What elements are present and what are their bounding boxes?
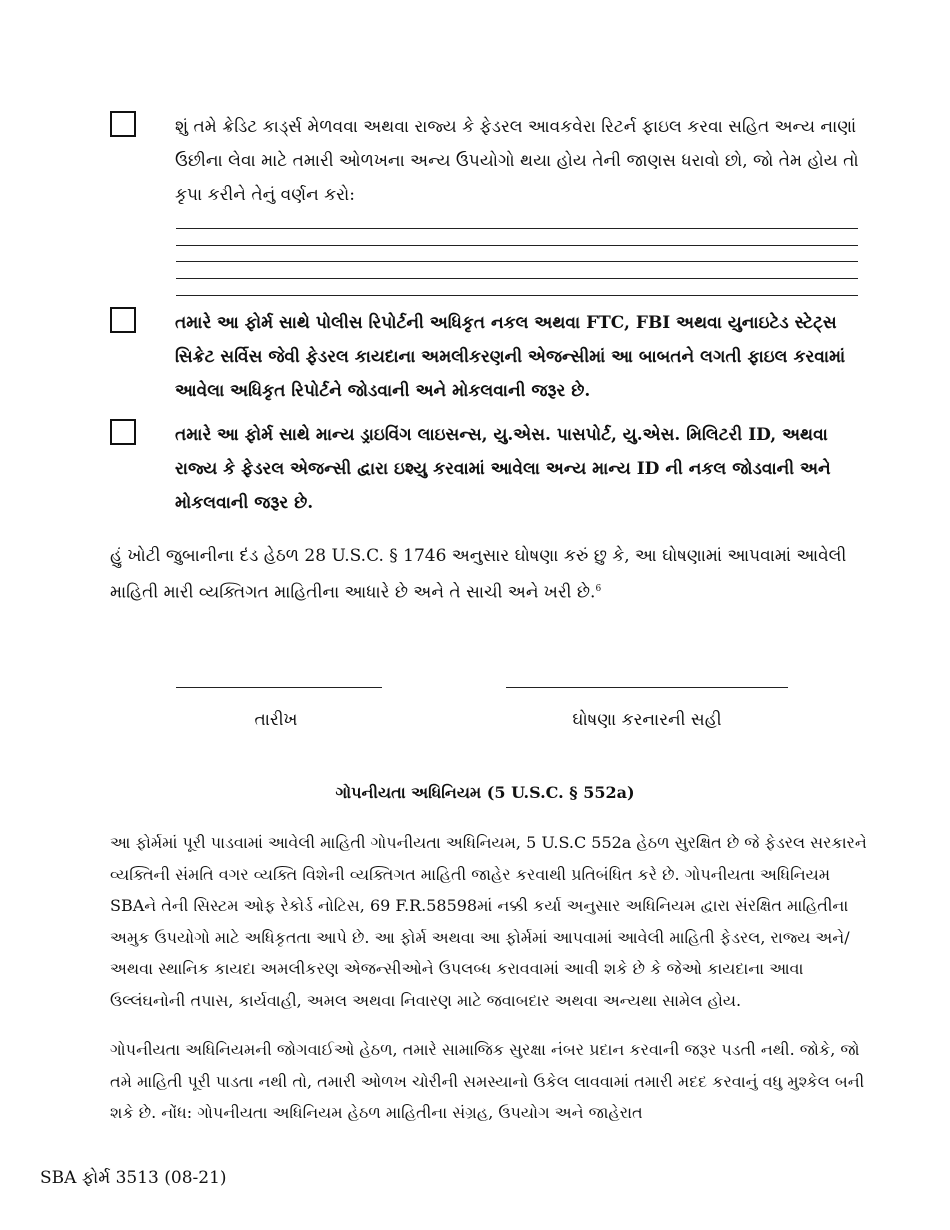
description-line[interactable]: [176, 261, 858, 262]
description-line[interactable]: [176, 295, 858, 296]
signature-line[interactable]: [506, 687, 788, 688]
other-uses-checkbox[interactable]: [110, 111, 136, 137]
declaration-statement: [110, 540, 870, 610]
id-copy-checkbox[interactable]: [110, 419, 136, 445]
police-report-checkbox[interactable]: [110, 307, 136, 333]
police-report-requirement: તમારે આ ફોર્મ સાથે પોલીસ રિપોર્ટની અધિકૃત નકલ અથવા FTC, FBI અથવા યુનાઇટેડ સ્ટેટ્સ સિક્રેટ સર્વિસ જેવી ફેડરલ કાયદાના અમલીકરણની એજન્સીમાં આ બાબતને લગતી ફાઇલ કરવામાં આવેલા અધિકૃત રિપોર્ટને જોડવાની અને મોકલવાની જરૂર છે.: [175, 313, 846, 401]
privacy-heading: ગોપનીયતા અધિનિયમ (5 U.S.C. § 552a): [335, 783, 635, 802]
description-line[interactable]: [176, 228, 858, 229]
declaration-text: હું ખોટી જુબાનીના દંડ હેઠળ 28 U.S.C. § 1746 અનુસાર ઘોષણા કરું છુ કે, આ ઘોષણામાં આપવામાં આવેલી માહિતી મારી વ્યક્તિગત માહિતીના આધારે છે અને તે સાચી અને ખરી છે.: [110, 546, 847, 603]
privacy-paragraph-2: ગોપનીયતા અધિનિયમની જોગવાઈઓ હેઠળ, તમારે સામાજિક સુરક્ષા નંબર પ્રદાન કરવાની જરૂર પડતી નથી. જોકે, જો તમે માહિતી પૂરી પાડતા નથી તો, તમારી ઓળખ ચોરીની સમસ્યાનો ઉકેલ લાવવામાં તમારી મદદ કરવાનું વધુ મુશ્કેલ બની શકે છે. નોંધ: ગોપનીયતા અધિનિયમ હેઠળ માહિતીના સંગ્રહ, ઉપયોગ અને જાહેરાત: [110, 1040, 865, 1122]
signature-label: ઘોષણા કરનારની સહી: [572, 710, 722, 730]
description-line[interactable]: [176, 278, 858, 279]
form-number: SBA ફોર્મ 3513 (08-21): [40, 1168, 227, 1188]
date-line[interactable]: [176, 687, 382, 688]
footnote-marker: 6: [595, 584, 602, 594]
privacy-paragraph-1: આ ફોર્મમાં પૂરી પાડવામાં આવેલી માહિતી ગોપનીયતા અધિનિયમ, 5 U.S.C 552a હેઠળ સુરક્ષિત છે જે ફેડરલ સરકારને વ્યક્તિની સંમતિ વગર વ્યક્તિ વિશેની વ્યક્તિગત માહિતી જાહેર કરવાથી પ્રતિબંધિત કરે છે. ગોપનીયતા અધિનિયમ SBAને તેની સિસ્ટમ ઓફ રેકોર્ડ નોટિસ, 69 F.R.58598માં નક્કી કર્યા અનુસાર અધિનિયમ દ્વારા સંરક્ષિત માહિતીના અમુક ઉપયોગો માટે અધિકૃતતા આપે છે. આ ફોર્મ અથવા આ ફોર્મમાં આપવામાં આવેલી માહિતી ફેડરલ, રાજ્ય અને/અથવા સ્થાનિક કાયદા અમલીકરણ એજન્સીઓને ઉપલબ્ધ કરાવવામાં આવી શકે છે કે જેઓ કાયદાના આવા ઉલ્લંઘનોની તપાસ, કાર્યવાહી, અમલ અથવા નિવારણ માટે જવાબદાર અથવા અન્યથા સામેલ હોય.: [110, 833, 867, 1010]
id-copy-requirement: તમારે આ ફોર્મ સાથે માન્ય ડ્રાઇવિંગ લાઇસન્સ, યુ.એસ. પાસપોર્ટ, યુ.એસ. મિલિટરી ID, અથવા રાજ્ય કે ફેડરલ એજન્સી દ્વારા ઇશ્યુ કરવામાં આવેલા અન્ય માન્ય ID ની નકલ જોડવાની અને મોકલવાની જરૂર છે.: [175, 425, 831, 513]
date-label: તારીખ: [254, 710, 298, 730]
other-uses-question: શું તમે ક્રેડિટ કાર્ડ્સ મેળવવા અથવા રાજ્ય કે ફેડરલ આવકવેરા રિટર્ન ફાઇલ કરવા સહિત અન્ય નાણાં ઉછીના લેવા માટે તમારી ઓળખના અન્ય ઉપયોગો થયા હોય તેની જાણસ ધરાવો છો, જો તેમ હોય તો કૃપા કરીને તેનું વર્ણન કરો:: [175, 117, 859, 205]
description-line[interactable]: [176, 245, 858, 246]
